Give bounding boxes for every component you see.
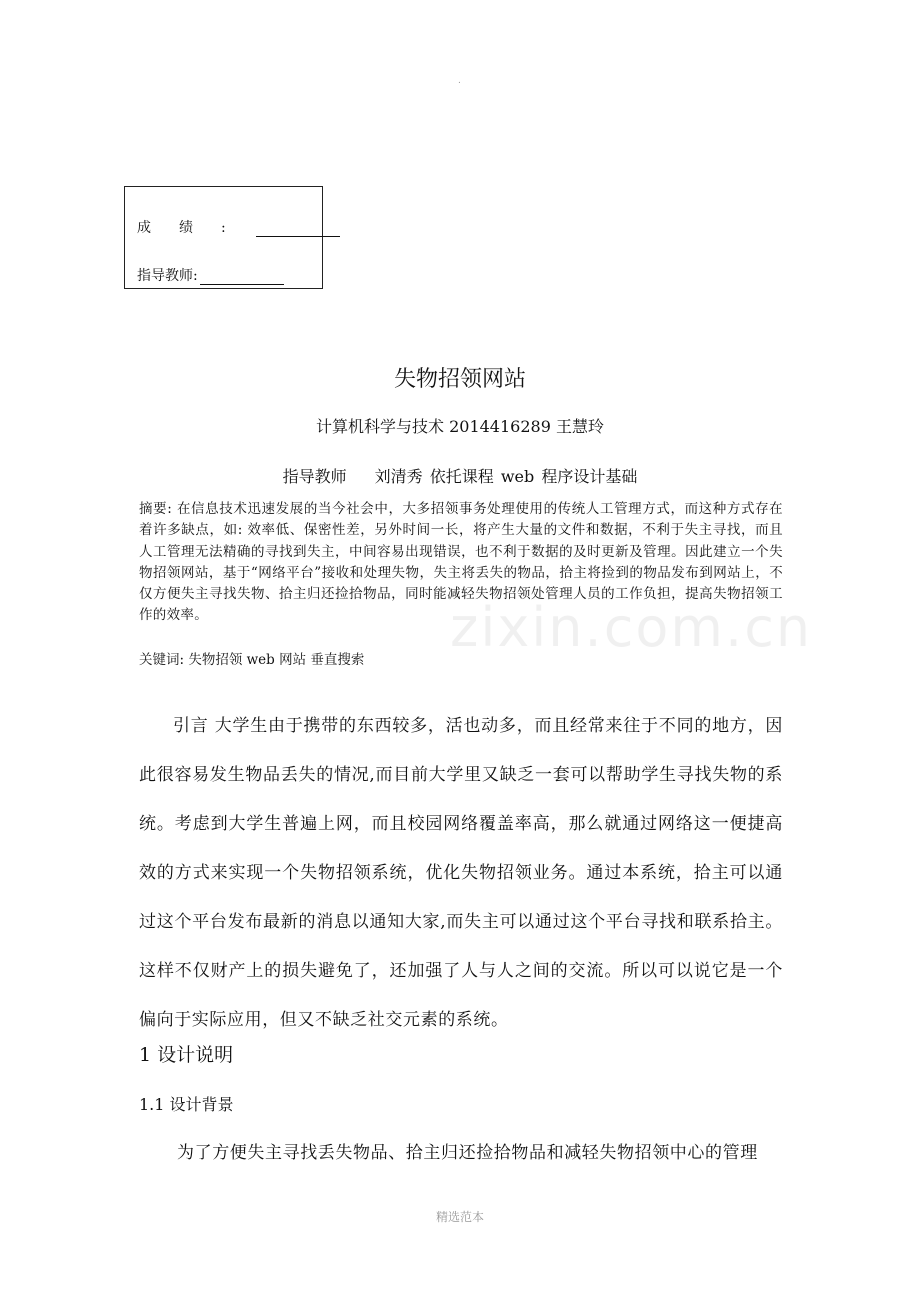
- course-info: 依托课程 web 程序设计基础: [429, 467, 638, 486]
- advisor-label: 指导教师: [282, 467, 347, 486]
- header-mark: .: [458, 76, 461, 86]
- score-blank: [256, 220, 340, 237]
- subsection-heading: 1.1 设计背景: [139, 1095, 234, 1114]
- footer-text: 精选范本: [435, 1210, 484, 1224]
- teacher-row: [137, 265, 284, 285]
- teacher-blank: [200, 268, 284, 285]
- watermark: zixin.com.cn: [450, 596, 813, 659]
- intro-paragraph: [139, 702, 783, 1045]
- teacher-label: 指导教师:: [137, 268, 198, 284]
- score-row: [137, 217, 340, 237]
- advisor-line: [0, 464, 920, 487]
- body-paragraph: 为了方便失主寻找丢失物品、拾主归还捡拾物品和减轻失物招领中心的管理: [177, 1143, 758, 1163]
- keywords: 关键词: 失物招领 web 网站 垂直搜索: [139, 652, 365, 668]
- grade-box: [124, 186, 323, 289]
- section-heading: 1 设计说明: [139, 1044, 234, 1066]
- abstract: 摘要: 在信息技术迅速发展的当今社会中，大多招领事务处理使用的传统人工管理方式，而这种方式存在着许多缺点，如: 效率低、保密性差，另外时间一长，将产生大量的文件和数据，不利于失主寻找，而且人工管理无法精确的寻找到失主，中间容易出现错误，也不利于数据的及时更新及管理。因此建立一个失物招领网站，基于“网络平台”接收和处理失物，失主将丢失的物品，拾主将捡到的物品发布到网站上，不仅方便失主寻找失物、拾主归还捡拾物品，同时能减轻失物招领处管理人员的工作负担，提高失物招领工作的效率。: [139, 501, 783, 624]
- intro-text: 引言 大学生由于携带的东西较多，活也动多，而且经常来往于不同的地方，因此很容易发生物品丢失的情况,而目前大学里又缺乏一套可以帮助学生寻找失物的系统。考虑到大学生普遍上网，而且校园网络覆盖率高，那么就通过网络这一便捷高效的方式来实现一个失物招领系统，优化失物招领业务。通过本系统，拾主可以通过这个平台发布最新的消息以通知大家,而失主可以通过这个平台寻找和联系拾主。这样不仅财产上的损失避免了，还加强了人与人之间的交流。所以可以说它是一个偏向于实际应用，但又不缺乏社交元素的系统。: [139, 716, 783, 1030]
- author-line: 计算机科学与技术 2014416289 王慧玲: [316, 417, 604, 436]
- advisor-name: 刘清秀: [374, 467, 423, 486]
- page-title: 失物招领网站: [393, 367, 526, 392]
- score-label: 成绩:: [137, 220, 254, 236]
